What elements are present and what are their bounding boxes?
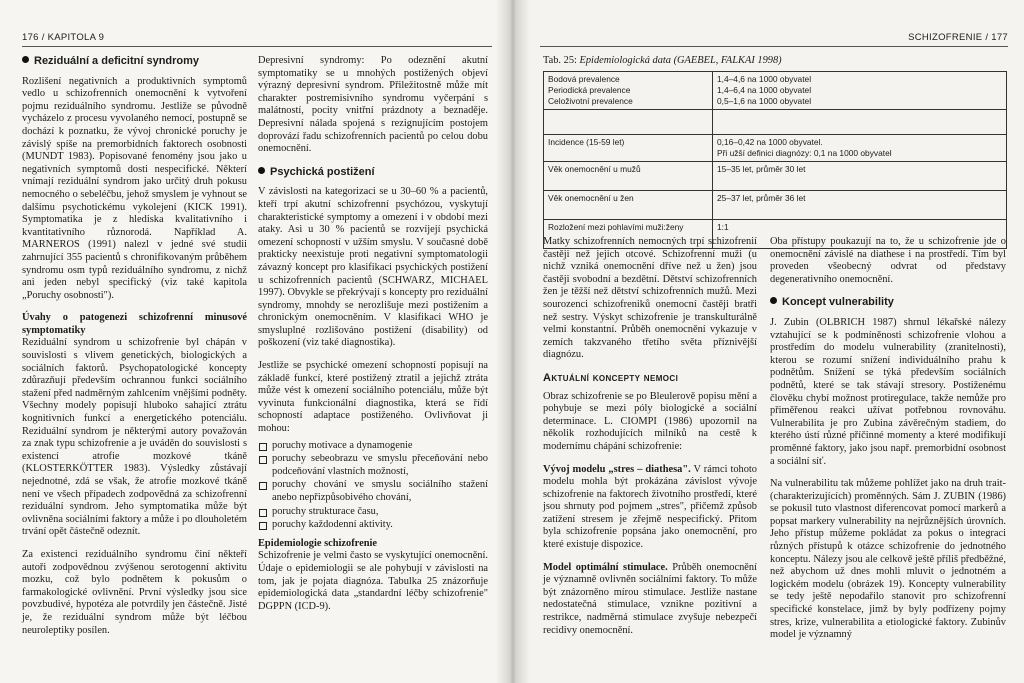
paragraph: V závislosti na kategorizaci se u 30–60 % a pacientů, kteří trpí akutní schizofrenní psychózou, vyskytují charakteristické symptomy a omezení i v období mezi ataky. Asi u 30 % pacientů se rozvíjejí psychická omezení schopností v užším smyslu. V současné době prakticky neexistuje proti negativní symptomatologii závazný koncept pro klasifikaci psychických postižení u schizofrenních pacientů (SCHWARZ, MICHAEL 1997). Obvykle se překrývají s koncepty pro reziduální syndromy, mnohdy se nerozlišuje mezi postižením a chronickým onemocněním. V klasifikaci WHO je smysluplné rozlišováno postižení (disability) od poškození (viz také diagnostika).	[258, 186, 488, 349]
cell-text: 1,4–6,4 na 1000 obyvatel	[717, 85, 812, 95]
table-cell-value	[713, 72, 1007, 110]
paragraph: Jestliže se psychické omezení schopností popisují na základě funkcí, které postižený ztratil a jejichž ztráta může vést k omezení sociálního potenciálu, může být vyvinuta funkcionální diagnostika, která se řídí schopností adaptace postiženého. Ovlivňovat ji mohou:	[258, 360, 488, 435]
header-rule-left	[22, 46, 492, 47]
table-cell-value	[713, 110, 1007, 135]
book-gutter	[496, 0, 530, 683]
section-heading	[770, 296, 1006, 309]
paragraph-lead: Vývoj modelu „stres – diathesa".	[543, 463, 691, 475]
list-item: poruchy motivace a dynamogenie	[258, 440, 488, 453]
list-item: poruchy chování ve smyslu sociálního stažení anebo nepřizpůsobivého chování,	[258, 479, 488, 504]
running-head-left: 176 / KAPITOLA 9	[22, 32, 105, 43]
cell-text: 1,4–4,6 na 1000 obyvatel	[717, 74, 812, 84]
table-cell-value	[713, 135, 1007, 162]
left-column-2	[258, 55, 488, 617]
subheading: Úvahy o patogenezi schizofrenní minusové symptomatiky	[22, 312, 247, 336]
paragraph-lead: Model optimální stimulace.	[543, 561, 668, 573]
table-cell-key: Rozložení mezi pohlavími muži:ženy	[544, 220, 713, 249]
cell-text: Při užší definici diagnózy: 0,1 na 1000 obyvatel	[717, 148, 892, 158]
table-cell-key	[544, 72, 713, 110]
paragraph: Matky schizofrenních nemocných trpí schizofrenií častěji než jejich otcové. Schizofrenní muži (u nichž vzniká onemocnění dříve než u žen) jsou častěji svobodní a bezdětní. Dětství schizofrenních žen je těžší než dětství schizofrenních mužů. Mezi sourozenci schizofreniků onemocní častěji bratři než sestry. Výskyt schizofrenie je transkulturálně velmi konstantní. Průběh onemocnění vykazuje v zemích takzvaného třetího světa příznivější diagnózu.	[543, 236, 757, 361]
list-item: poruchy strukturace času,	[258, 506, 488, 519]
table-cell-key	[544, 110, 713, 135]
cell-text: Bodová prevalence	[548, 74, 620, 84]
table-row	[544, 191, 1007, 220]
table-cell-key: Incidence (15-59 let)	[544, 135, 713, 162]
paragraph: Depresivní syndromy: Po odeznění akutní symptomatiky se u mnohých postižených objeví výrazný depresivní syndrom. Přiležitostně může mít charakter postremisivního syndromu vyčerpání s malátností, pocity vnitřní prázdnoty a beznaděje. Depresivní nálada spojená s rezignujícím postojem doprovází řadu schizofrenních pacientů po celou dobu onemocnění.	[258, 55, 488, 155]
bullet-icon	[258, 167, 265, 174]
subheading: Epidemiologie schizofrenie	[258, 537, 378, 549]
section-heading: Aktuální koncepty nemoci	[543, 371, 679, 384]
bullet-icon	[22, 56, 29, 63]
list-item: poruchy sebeobrazu ve smyslu přeceňování nebo podceňování vlastních možností,	[258, 453, 488, 478]
table-cell-value: 15–35 let, průměr 30 let	[713, 162, 1007, 191]
section-heading	[258, 166, 488, 179]
table-25	[543, 55, 1007, 259]
table-cell-key: Věk onemocnění u mužů	[544, 162, 713, 191]
table-caption-text: Epidemiologická data (GAEBEL, FALKAI 1998)	[579, 55, 782, 66]
paragraph	[543, 464, 757, 552]
right-column-2	[770, 236, 1006, 646]
section-heading-text: Reziduální a deficitní syndromy	[34, 55, 200, 67]
left-column-1	[22, 55, 247, 641]
table-cell-key: Věk onemocnění u žen	[544, 191, 713, 220]
checkbox-list	[258, 440, 488, 532]
header-rule-right	[540, 46, 1008, 47]
paragraph: Na vulnerabilitu tak můžeme pohlížet jako na druh trait-(charakterizujících) proměnných. Sám J. ZUBIN (1986) se pokusil tuto vlastnost diferencovat pomocí markerů a popsat markery vulnerability na nejrůznějších úrovních. Jeho přístup můžeme pokládat za pokus o integraci různých přístupů k otázce schizofrenie do jednotného konceptu. Nálezy jsou ale celkově ještě příliš předběžné, než abychom už dnes mohli mluvit o jednotném a logickém modelu (obrázek 19). Koncepty vulnerability se tedy ještě nepodařilo stanovit pro schizofrenní specifické konstelace, jimž by byly podřízeny pojmy stres, krize, vulnerabilita a etiologické faktory. Zubinův model je významný	[770, 478, 1006, 641]
paragraph-body: Průběh onemocnění je významně ovlivněn sociálními faktory. To může být znázorněno mírou stimulace. Jestliže nastane nedostatečná stimulace, vznikne pozitivní a restrikce, nadměrná stimulace zvyšuje nebezpečí recidivy onemocnění.	[543, 561, 757, 636]
paragraph: Schizofrenie je velmi často se vyskytující onemocnění. Údaje o epidemiologii se ale pohybují v závislosti na tom, jak je pojata diagnóza. Tabulka 25 znázorňuje epidemiologická data „standardní léčby schizofrenie" DGPPN (ICD-9).	[258, 550, 488, 612]
section-heading	[22, 55, 247, 68]
paragraph: Reziduální syndrom u schizofrenie byl chápán v souvislosti s vlivem genetických, biologických a sociálních faktorů. Psychopatologické koncepty zdůrazňují především ochrannou funkci sociálního stažení před nadměrným zahlcením vnějšími podněty. Všechny modely popisují hluboko sahající ztrátu kognitivních funkcí a energetického potenciálu. Reziduální syndrom je některými autory považován za znak typu schizofrenie a je uváděn do souvislosti s existencí atrofie mozkové tkáně (KLOSTERKÖTTER 1983). Výsledky zůstávají nejednotné, zdá se však, že atrofie mozkové tkáně není ve všech případech zodpovědná za schizofrenní reziduální syndrom. Jeho symptomatika může být ovlivněna sociálními faktory a může i po dlouholetém trvání opět částečně odeznít.	[22, 337, 247, 538]
paragraph: Rozlišení negativních a produktivních symptomů vedlo u schizofrenních onemocnění k vytvoření pojmu reziduálního syndromu. Jestliže se původně vycházelo z procesu vyvolaného nemocí, postupně se dochází k poznatku, že vývoj chronické poruchy je závislý spíše na premorbidních faktorech osobnosti (MUNDT 1983). Popisované fenomény jsou jako u negativních symptomů dosti nespecifické. Některí vnímají reziduální syndrom jako určitý druh pokusu nemocného o sebeléčbu, jehož smyslem je vyhnout se dalšímu psychotickému vykolejení (KICK 1991). Symptomatika je z hlediska kvalitativního i kvantitativního různorodá. Například A. MARNEROS (1991) nalezl v jedné své studii zahrnující 355 pacientů s chronifikovaným průběhem syndromu osm typů reziduálního syndromu, z nichž ani jeden nebyl specifický (viz také kapitola „Poruchy osobnosti").	[22, 75, 247, 301]
list-item: poruchy každodenní aktivity.	[258, 519, 488, 532]
running-head-right: SCHIZOFRENIE / 177	[908, 32, 1008, 43]
paragraph-body: V rámci tohoto modelu mohla být prokázána závislost vývoje schizofrenie na faktorech životního prostředí, které jsou shrnuty pod pojmem „stres", přičemž způsob zatížení stresem je zřejmě nespecifický. Přitom byla schizofrenie popsána jako onemocnění, pro které existuje dispozice.	[543, 463, 757, 551]
cell-text: Celoživotní prevalence	[548, 96, 633, 106]
table-row	[544, 72, 1007, 110]
paragraph: Obraz schizofrenie se po Bleulerově popisu mění a pohybuje se mezi póly biologické a sociální determinace. L. CIOMPI (1986) upozornil na několik rozhodujících milníků na cestě k modernímu chápání schizofrenie:	[543, 390, 757, 452]
table-caption	[543, 55, 1007, 66]
table-cell-value: 25–37 let, průměr 36 let	[713, 191, 1007, 220]
table-row	[544, 135, 1007, 162]
paragraph: J. Zubin (OLBRICH 1987) shrnul lékařské nálezy vztahující se k podmíněnosti schizofrenie vlohou a prostředím do modelu vulnerability (zranitelnosti), kterou se rozumí snížení individuálního prahu k podnětům. Snížení se týká především sociálních podnětů, které se tak stávají stresory. Postiženému člověku chybí možnost protiregulace, takže nemůže pro přiměřenou reakci užívat potřebnou rovnováhu. Vulnerabilita je pro Zubina závěrečným stadiem, do kterého ústí různé příčinné momenty a které modifikují proměnné faktory, jako jsou např. premorbidní osobnost a sociální síť.	[770, 316, 1006, 467]
bullet-icon	[770, 297, 777, 304]
paragraph: Za existenci reziduálního syndromu činí někteří autoři zodpovědnou zvýšenou serotogenní aktivitu mozku, což bylo podnětem k pokusům o farmakologické ovlivnění. První výsledky jsou sice povzbudivé, hypotéza ale potvrdily jen částečně. Jisté je, že reziduální syndrom může být léčbou neuroleptiky posílen.	[22, 548, 247, 636]
cell-text: Periodická prevalence	[548, 85, 631, 95]
section-heading-text: Koncept vulnerability	[782, 296, 894, 309]
epidemiology-table	[543, 71, 1007, 249]
cell-text: 0,5–1,6 na 1000 obyvatel	[717, 96, 812, 106]
cell-text: 0,16–0,42 na 1000 obyvatel.	[717, 137, 823, 147]
paragraph	[543, 562, 757, 638]
table-cell-value: 1:1	[713, 220, 1007, 249]
section-heading-text: Psychická postižení	[270, 165, 375, 178]
table-row	[544, 110, 1007, 135]
right-column-1	[543, 236, 757, 641]
table-row	[544, 162, 1007, 191]
paragraph: Oba přístupy poukazují na to, že u schizofrenie jde o onemocnění závislé na diathese i na prostředí. Tím byl proveden všeobecný odvrat od představy degenerativního onemocnění.	[770, 236, 1006, 285]
table-caption-prefix: Tab. 25:	[543, 55, 577, 66]
